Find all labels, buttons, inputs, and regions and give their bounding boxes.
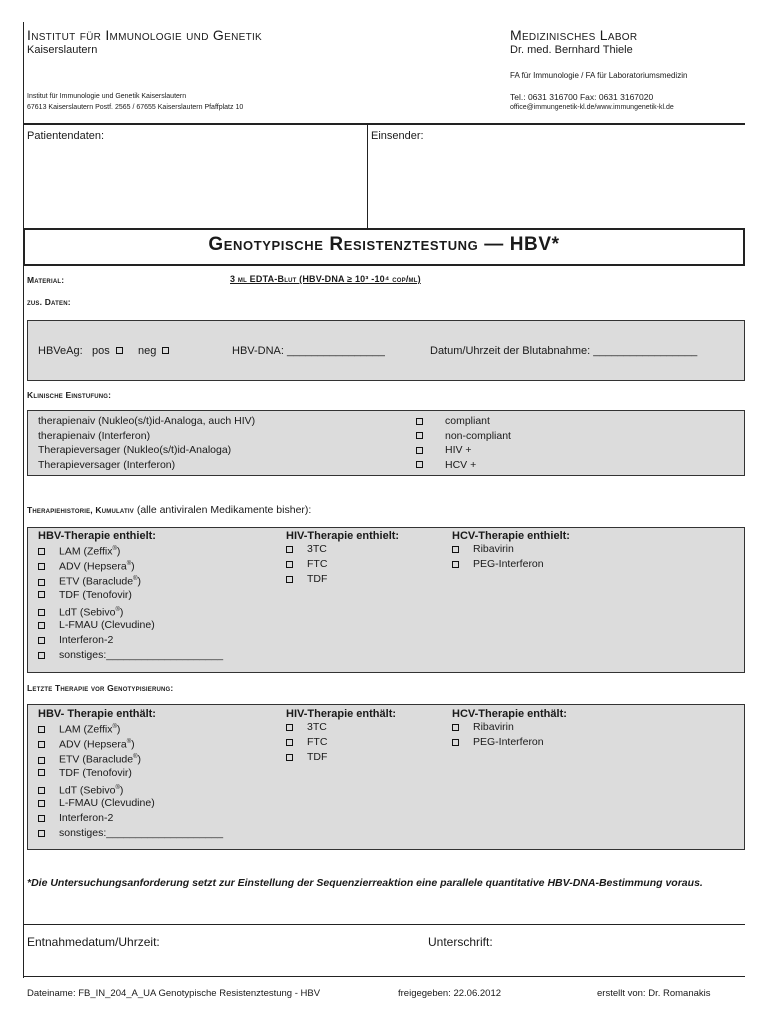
therapy-option-label: ADV (Hepsera [59,738,127,751]
checkbox[interactable] [286,754,293,761]
therapy-option-label: L-FMAU (Clevudine) [59,618,155,631]
therapy-option[interactable] [38,796,223,811]
lab-title: Medizinisches Labor [510,27,638,43]
checkbox[interactable] [452,724,459,731]
material-label: Material: [27,275,65,285]
checkbox[interactable] [38,787,45,794]
hbeag-pos-checkbox[interactable] [116,347,123,354]
therapy-option[interactable] [38,720,223,735]
therapy-option-label: 3TC [307,721,327,733]
checkbox[interactable] [38,637,45,644]
checkbox[interactable] [286,576,293,583]
last-hbv-heading: HBV- Therapie enthält: [38,708,156,720]
therapy-option[interactable] [452,735,567,750]
therapy-option[interactable] [286,735,396,750]
registered-mark: ® [126,561,132,568]
therapy-option-label: sonstiges:____________________ [59,827,224,840]
therapy-option[interactable] [286,750,396,765]
history-hbv-heading: HBV-Therapie enthielt: [38,530,156,542]
therapy-history-label: Therapiehistorie, Kumulativ [27,505,134,515]
closing-paren: ) [131,738,135,751]
footer-release-date: freigegeben: 22.06.2012 [398,988,502,999]
lab-tel-fax: Tel.: 0631 316700 Fax: 0631 3167020 [510,92,654,102]
therapy-option-label: L-FMAU (Clevudine) [59,796,155,809]
closing-paren: ) [131,560,135,573]
checkbox[interactable] [452,546,459,553]
therapy-option[interactable] [286,572,399,587]
checkbox[interactable] [38,548,45,555]
clinical-option: therapienaiv (Nukleo(s/t)id-Analoga, auch HIV) [38,415,256,427]
therapy-option-label: FTC [307,736,328,749]
therapy-option-label: ETV (Baraclude [59,753,134,766]
history-hiv-column [286,530,399,588]
therapy-option[interactable] [286,720,396,735]
closing-paren: ) [116,545,121,558]
checkbox[interactable] [38,579,45,586]
hbeag-neg-checkbox[interactable] [162,347,169,354]
hbeag-label: HBVeAg: [38,345,83,357]
therapy-option-label: Ribavirin [473,721,514,733]
therapy-option[interactable] [452,720,567,735]
checkbox[interactable] [38,830,45,837]
therapy-option[interactable] [38,633,223,648]
registered-mark: ® [126,739,132,746]
checkbox[interactable] [416,432,423,439]
registered-mark: ® [115,606,120,613]
therapy-option-label: Ribavirin [473,543,514,555]
material-value: 3 ml EDTA-Blut (HBV-DNA ≥ 10³ -10⁴ cop/ml) [230,274,421,284]
therapy-option[interactable] [38,826,223,841]
therapy-option[interactable] [452,557,570,572]
checkbox[interactable] [38,652,45,659]
therapy-option[interactable] [38,766,223,781]
checkbox[interactable] [286,546,293,553]
body-left-rule [23,266,24,978]
registered-mark: ® [133,576,138,583]
checkbox[interactable] [38,769,45,776]
therapy-option-label: TDF (Tenofovir) [59,766,132,779]
last-hiv-column [286,708,396,766]
form-title: Genotypische Resistenztestung — HBV* [208,234,560,255]
closing-paren: ) [137,575,142,588]
therapy-option-label: 3TC [307,543,327,555]
last-therapy-label: Letzte Therapie vor Genotypisierung: [27,683,174,693]
institute-address-line1: Institut für Immunologie und Genetik Kaiserslautern [27,93,187,100]
clinical-right-option[interactable]: non-compliant [416,429,511,444]
clinical-right-option[interactable]: HIV + [416,443,511,458]
therapy-option-label: LAM (Zeffix [59,723,113,736]
therapy-option[interactable] [38,750,223,765]
history-hbv-column [38,530,223,664]
therapy-option[interactable] [38,572,223,587]
therapy-option[interactable] [38,735,223,750]
hbv-dna-field[interactable]: HBV-DNA: ________________ [232,345,385,357]
checkbox[interactable] [416,418,423,425]
therapy-option-label: Interferon-2 [59,634,114,647]
therapy-option-label: TDF [307,573,328,586]
sender-field[interactable]: Einsender: [371,130,424,142]
signature-top-rule [23,924,745,925]
checkbox[interactable] [38,800,45,807]
history-hcv-column [452,530,570,572]
patient-data-field[interactable]: Patientendaten: [27,130,105,142]
hbeag-pos-label: pos [92,345,110,357]
checkbox[interactable] [416,461,423,468]
therapy-option-label: TDF (Tenofovir) [59,588,132,601]
checkbox[interactable] [38,757,45,764]
closing-paren: ) [137,753,142,766]
checkbox[interactable] [38,741,45,748]
footer-filename: Dateiname: FB_IN_204_A_UA Genotypische Resistenztestung - HBV [27,988,321,999]
therapy-option[interactable] [38,618,223,633]
lab-specialty: FA für Immunologie / FA für Laboratoriumsmedizin [510,71,688,80]
registered-mark: ® [115,784,120,791]
clinical-left-list [38,414,255,472]
clinical-option: Therapieversager (Nukleo(s/t)id-Analoga) [38,444,232,456]
checkbox[interactable] [38,815,45,822]
last-hbv-column [38,708,223,842]
footnote: *Die Untersuchungsanforderung setzt zur Einstellung der Sequenzierreaktion eine parallele quantitative HBV-DNA-Bestimmung voraus. [27,877,703,889]
closing-paren: ) [119,784,124,797]
registered-mark: ® [112,724,117,730]
last-hiv-heading: HIV-Therapie enthält: [286,708,397,720]
therapy-option[interactable] [286,557,399,572]
clinical-right-list [416,414,511,472]
therapy-option-label: LdT (Sebivo [59,784,116,797]
therapy-option[interactable] [38,588,223,603]
therapy-option-label: PEG-Interferon [473,736,544,749]
therapy-option[interactable] [452,542,570,557]
checkbox[interactable] [416,447,423,454]
therapy-option-label: Interferon-2 [59,812,114,825]
last-hcv-heading: HCV-Therapie enthält: [452,708,567,720]
institute-city: Kaiserslautern [27,44,98,56]
clinical-option: therapienaiv (Interferon) [38,429,151,442]
registered-mark: ® [112,546,117,552]
zus-daten-label: zus. Daten: [27,297,71,307]
checkbox[interactable] [286,561,293,568]
hbeag-neg-label: neg [138,345,157,357]
therapy-option[interactable] [38,542,223,557]
institute-title: Institut für Immunologie und Genetik [27,27,263,43]
therapy-option-label: LAM (Zeffix [59,545,113,558]
therapy-option[interactable] [38,648,223,663]
signature-bottom-rule [23,976,745,977]
therapy-option-label: TDF [307,751,328,764]
checkbox[interactable] [38,563,45,570]
checkbox[interactable] [286,724,293,731]
clinical-option: Therapieversager (Interferon) [38,458,176,471]
therapy-option-label: sonstiges:____________________ [59,649,224,662]
sample-datetime-field[interactable]: Entnahmedatum/Uhrzeit: [27,935,160,949]
checkbox[interactable] [38,591,45,598]
therapy-option-label: FTC [307,558,328,571]
checkbox[interactable] [452,739,459,746]
sender-divider [367,125,368,229]
closing-paren: ) [116,723,121,736]
therapy-option-label: ETV (Baraclude [59,575,134,588]
registered-mark: ® [133,754,138,761]
institute-address-line2: 67613 Kaiserslautern Postf. 2565 / 67655 Kaiserslautern Pfaffplatz 10 [27,104,244,111]
checkbox[interactable] [38,609,45,616]
therapy-history-note: (alle antiviralen Medikamente bisher): [136,504,312,516]
therapy-option[interactable] [38,603,223,618]
closing-paren: ) [119,606,124,619]
signature-field[interactable]: Unterschrift: [428,935,493,949]
lab-doctor: Dr. med. Bernhard Thiele [510,44,633,56]
clinical-classification-label: Klinische Einstufung: [27,390,112,400]
checkbox[interactable] [452,561,459,568]
therapy-option-label: PEG-Interferon [473,558,544,571]
lab-web: office@immungenetik-kl.de/www.immungenetik-kl.de [510,104,674,111]
clinical-right-option[interactable]: compliant [416,414,511,429]
history-hiv-heading: HIV-Therapie enthielt: [286,530,400,542]
footer-author: erstellt von: Dr. Romanakis [597,988,711,999]
checkbox[interactable] [38,622,45,629]
therapy-option[interactable] [38,811,223,826]
therapy-option[interactable] [38,557,223,572]
checkbox[interactable] [286,739,293,746]
clinical-right-option[interactable]: HCV + [416,458,511,473]
therapy-history-label-row [27,504,311,516]
blood-draw-datetime-field[interactable]: Datum/Uhrzeit der Blutabnahme: _________________ [430,345,698,357]
last-hcv-column [452,708,567,750]
checkbox[interactable] [38,726,45,733]
history-hcv-heading: HCV-Therapie enthielt: [452,530,570,542]
therapy-option[interactable] [38,781,223,796]
therapy-option[interactable] [286,542,399,557]
therapy-option-label: LdT (Sebivo [59,606,116,619]
therapy-option-label: ADV (Hepsera [59,560,127,573]
